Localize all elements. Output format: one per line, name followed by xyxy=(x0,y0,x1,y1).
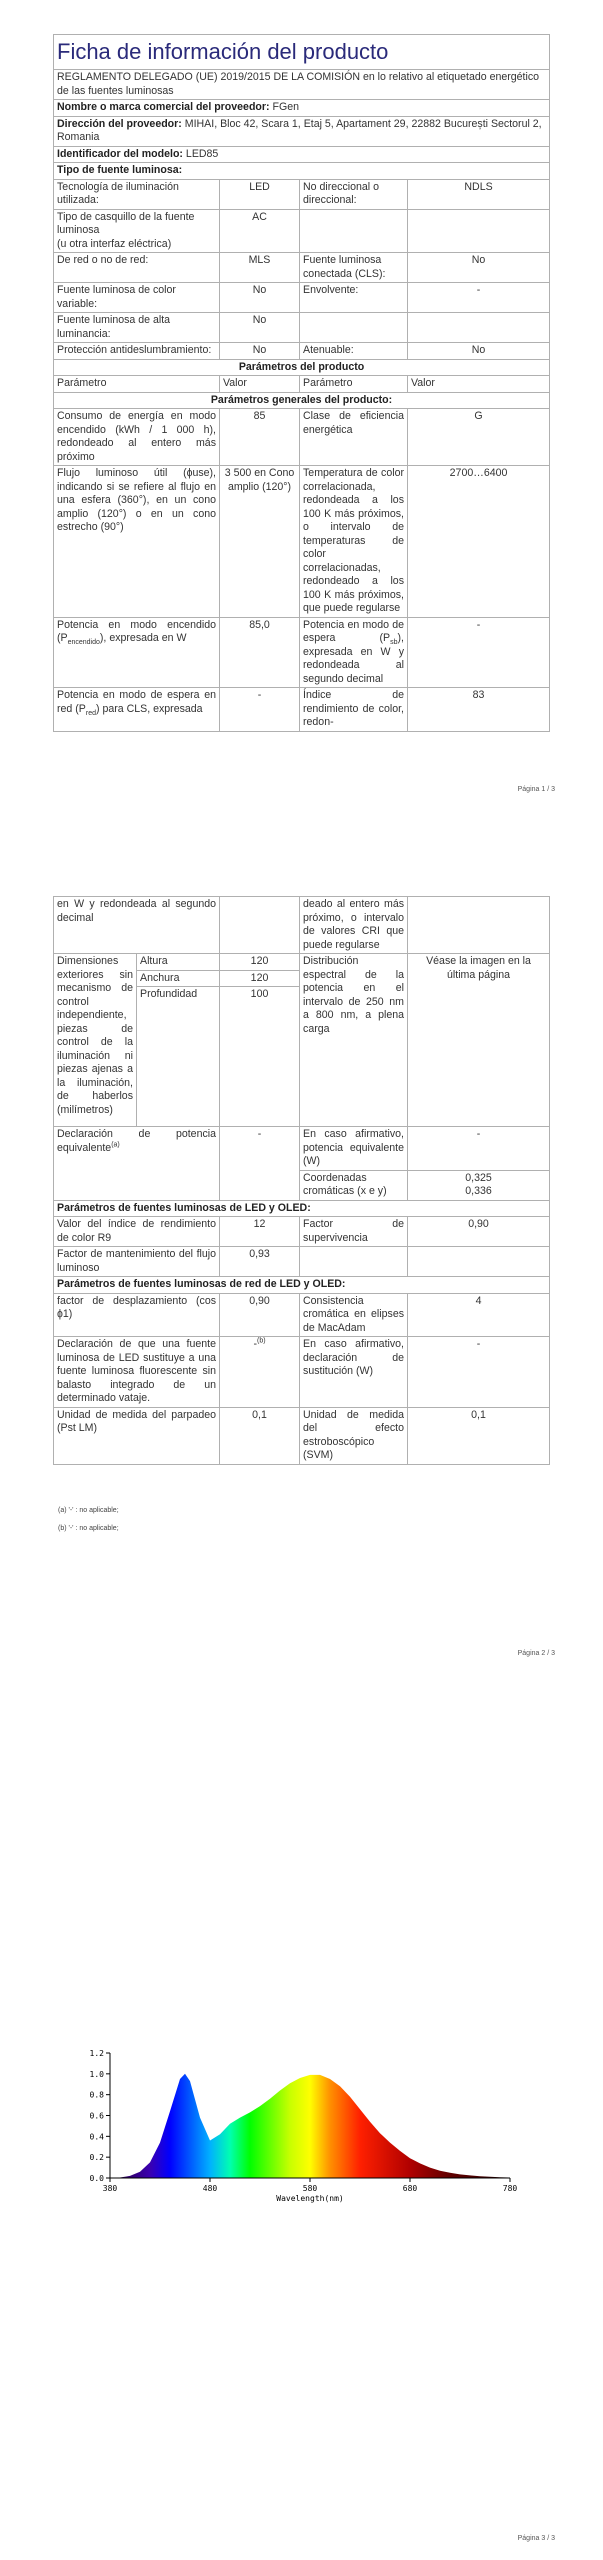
cri-label-cont: deado al entero más próximo, o intervalo de valores CRI que puede regularse xyxy=(300,897,408,954)
networked-standby-label: Potencia en modo de espera en red $(P_{red})$ para CLS, expresada xyxy=(54,688,220,732)
fluorescent-replacement-value: -$^{(b)}$ xyxy=(220,1337,300,1408)
dimension-key: Profundidad xyxy=(137,987,220,1127)
column-header-row xyxy=(54,376,550,393)
address-label: Dirección del proveedor: xyxy=(57,117,182,130)
y-tick-label: 1.2 xyxy=(89,2049,104,2058)
equivalent-power-label: Declaración de potencia equivalente$^{(a)}$ xyxy=(54,1127,220,1201)
fluorescent-replacement-label: Declaración de que una fuente luminosa de LED sustituye a una fuente luminosa fluorescente sin balasto integrado de un determinado vataje. xyxy=(54,1337,220,1408)
y-tick-label: 0.8 xyxy=(89,2090,104,2100)
dimension-value: 120 xyxy=(220,954,300,971)
mains-params-header: Parámetros de fuentes luminosas de red de LED y OLED: xyxy=(54,1277,550,1294)
type-row xyxy=(54,283,550,313)
supplier-row xyxy=(54,100,550,117)
efficiency-class-value: G xyxy=(408,409,550,466)
r9-value: 12 xyxy=(220,1217,300,1247)
type-row xyxy=(54,313,550,343)
type-value xyxy=(408,313,550,343)
color-temperature-value: 2700…6400 xyxy=(408,466,550,618)
dimension-value: 100 xyxy=(220,987,300,1127)
page-number: Página 3 / 3 xyxy=(517,2535,555,2542)
energy-consumption-label: Consumo de energía en modo encendido (kWh / 1 000 h), redondeado al entero más próximo xyxy=(54,409,220,466)
energy-consumption-value: 85 xyxy=(220,409,300,466)
x-tick-label: 480 xyxy=(202,2184,218,2193)
replacement-claim-value: - xyxy=(408,1337,550,1408)
r9-label: Valor del índice de rendimiento de color R9 xyxy=(54,1217,220,1247)
stroboscopic-metric-label: Unidad de medida del efecto estroboscópico (SVM) xyxy=(300,1407,408,1464)
spectral-power-chart xyxy=(75,2045,525,2205)
model-row xyxy=(54,146,550,163)
y-tick-label: 0.6 xyxy=(89,2111,104,2121)
type-label: No direccional o direccional: xyxy=(300,179,408,209)
equivalent-power-w-value: - xyxy=(408,1127,550,1171)
type-label xyxy=(300,313,408,343)
efficiency-class-label: Clase de eficiencia energética xyxy=(300,409,408,466)
displacement-factor-value: 0,90 xyxy=(220,1293,300,1337)
param-row xyxy=(54,688,550,732)
param-row xyxy=(54,409,550,466)
type-label: De red o no de red: xyxy=(54,253,220,283)
product-info-table-p2 xyxy=(53,896,550,1465)
type-row xyxy=(54,179,550,209)
dimension-key: Altura xyxy=(137,954,220,971)
page-number: Página 2 / 3 xyxy=(517,1650,555,1657)
stroboscopic-metric-value: 0,1 xyxy=(408,1407,550,1464)
document-title: Ficha de información del producto xyxy=(54,35,550,70)
page-number: Página 1 / 3 xyxy=(517,786,555,793)
type-label xyxy=(300,209,408,253)
type-label: Envolvente: xyxy=(300,283,408,313)
spectral-distribution-label: Distribución espectral de la potencia en el intervalo de 250 nm a 800 nm, a plena carga xyxy=(300,954,408,1127)
survival-factor-label: Factor de supervivencia xyxy=(300,1217,408,1247)
type-label: Tecnología de iluminación utilizada: xyxy=(54,179,220,209)
col-value-header: Valor xyxy=(408,376,550,393)
dimensions-label: Dimensiones exteriores sin mecanismo de control independiente, piezas de control de la iluminación ni piezas ajenas a la iluminación, de haberlos (milímetros) xyxy=(54,954,137,1127)
type-label: Fuente luminosa de color variable: xyxy=(54,283,220,313)
standby-power-label: Potencia en modo de espera $(P_{sb})$, expresada en W y redondeada al segundo decimal xyxy=(300,617,408,688)
type-header: Tipo de fuente luminosa: xyxy=(54,163,550,180)
col-value-header: Valor xyxy=(220,376,300,393)
luminous-flux-value: 3 500 en Cono amplio (120°) xyxy=(220,466,300,618)
led-params-header: Parámetros de fuentes luminosas de LED y OLED: xyxy=(54,1200,550,1217)
col-param-header: Parámetro xyxy=(300,376,408,393)
page-2 xyxy=(0,880,603,1660)
survival-factor-value: 0,90 xyxy=(408,1217,550,1247)
param-row xyxy=(54,466,550,618)
col-param-header: Parámetro xyxy=(54,376,220,393)
flicker-metric-value: 0,1 xyxy=(220,1407,300,1464)
general-params-header: Parámetros generales del producto: xyxy=(54,392,550,409)
cri-value: 83 xyxy=(408,688,550,732)
type-value: No xyxy=(220,343,300,360)
equivalent-power-value: - xyxy=(220,1127,300,1201)
supplier-label: Nombre o marca comercial del proveedor: xyxy=(57,101,270,113)
chromaticity-value: 0,325 0,336 xyxy=(408,1170,550,1200)
type-value: NDLS xyxy=(408,179,550,209)
dimension-key: Anchura xyxy=(137,970,220,987)
type-label: Fuente luminosa de alta luminancia: xyxy=(54,313,220,343)
luminous-flux-label: Flujo luminoso útil (ɸuse), indicando si se refiere al flujo en una esfera (360°), en un cono amplio (120°) o en un cono estrecho (90°) xyxy=(54,466,220,618)
x-tick-label: 780 xyxy=(502,2184,518,2193)
model-value: LED85 xyxy=(185,147,219,160)
type-value: No xyxy=(408,253,550,283)
equivalent-power-w-label: En caso afirmativo, potencia equivalente (W) xyxy=(300,1127,408,1171)
type-value: No xyxy=(220,283,300,313)
type-value: No xyxy=(220,313,300,343)
param-row xyxy=(54,1247,550,1277)
supplier-value: FGen xyxy=(272,101,299,113)
model-label: Identificador del modelo: xyxy=(57,147,183,160)
x-tick-label: 380 xyxy=(102,2184,118,2193)
empty-cell xyxy=(408,897,550,954)
empty-cell xyxy=(408,1247,550,1277)
params-header: Parámetros del producto xyxy=(54,359,550,376)
empty-cell xyxy=(300,1247,408,1277)
flicker-metric-label: Unidad de medida del parpadeo (Pst LM) xyxy=(54,1407,220,1464)
y-tick-label: 0.0 xyxy=(89,2174,104,2183)
standby-power-value: - xyxy=(408,617,550,688)
cri-label: Índice de rendimiento de color, redon- xyxy=(300,688,408,732)
type-label: Tipo de casquillo de la fuente luminosa (u otra interfaz eléctrica) xyxy=(54,209,220,253)
type-value: - xyxy=(408,283,550,313)
y-tick-label: 1.0 xyxy=(89,2069,104,2079)
type-value: No xyxy=(408,343,550,360)
empty-cell xyxy=(220,897,300,954)
spectrum-area xyxy=(110,2074,510,2178)
networked-standby-value: - xyxy=(220,688,300,732)
x-tick-label: 680 xyxy=(402,2184,418,2193)
color-consistency-label: Consistencia cromática en elipses de MacAdam xyxy=(300,1293,408,1337)
param-row xyxy=(54,1293,550,1337)
type-label: Fuente luminosa conectada (CLS): xyxy=(300,253,408,283)
lumen-maintenance-label: Factor de mantenimiento del flujo luminoso xyxy=(54,1247,220,1277)
replacement-claim-label: En caso afirmativo, declaración de sustitución (W) xyxy=(300,1337,408,1408)
displacement-factor-label: factor de desplazamiento (cos ɸ1) xyxy=(54,1293,220,1337)
type-row xyxy=(54,209,550,253)
chromaticity-label: Coordenadas cromáticas (x e y) xyxy=(300,1170,408,1200)
on-mode-power-label: Potencia en modo encendido $(P_{encendido})$, expresada en W xyxy=(54,617,220,688)
address-row xyxy=(54,116,550,146)
param-row xyxy=(54,897,550,954)
param-row xyxy=(54,617,550,688)
x-axis-label: Wavelength(nm) xyxy=(276,2194,344,2203)
networked-standby-label-cont: en W y redondeada al segundo decimal xyxy=(54,897,220,954)
address-value: MIHAI, Bloc 42, Scara 1, Etaj 5, Apartament 29, 22882 București Sectorul 2, Romania xyxy=(57,117,542,143)
spectral-distribution-value: Véase la imagen en la última página xyxy=(408,954,550,1127)
footnote-b: (b) '-' : no aplicable; xyxy=(58,1525,119,1532)
param-row xyxy=(54,1217,550,1247)
type-row xyxy=(54,253,550,283)
type-row xyxy=(54,343,550,360)
type-label: Atenuable: xyxy=(300,343,408,360)
y-tick-label: 0.4 xyxy=(89,2132,104,2142)
type-value: LED xyxy=(220,179,300,209)
color-consistency-value: 4 xyxy=(408,1293,550,1337)
footnote-a: (a) '-' : no aplicable; xyxy=(58,1507,119,1514)
dimension-row xyxy=(54,954,550,971)
regulation-text: REGLAMENTO DELEGADO (UE) 2019/2015 DE LA COMISIÓN en lo relativo al etiquetado energético de las fuentes luminosas xyxy=(54,70,550,100)
type-label: Protección antideslumbramiento: xyxy=(54,343,220,360)
param-row xyxy=(54,1127,550,1171)
lumen-maintenance-value: 0,93 xyxy=(220,1247,300,1277)
param-row xyxy=(54,1407,550,1464)
param-row xyxy=(54,1337,550,1408)
type-value: AC xyxy=(220,209,300,253)
type-value xyxy=(408,209,550,253)
dimension-value: 120 xyxy=(220,970,300,987)
y-tick-label: 0.2 xyxy=(89,2153,104,2163)
on-mode-power-value: 85,0 xyxy=(220,617,300,688)
color-temperature-label: Temperatura de color correlacionada, redondeada a los 100 K más próximos, o intervalo de temperaturas de color correlacionadas, redondeado a los 100 K más próximos, que puede regularse xyxy=(300,466,408,618)
type-value: MLS xyxy=(220,253,300,283)
page-1 xyxy=(0,0,603,810)
product-info-table-p1 xyxy=(53,34,550,732)
x-tick-label: 580 xyxy=(302,2184,318,2193)
